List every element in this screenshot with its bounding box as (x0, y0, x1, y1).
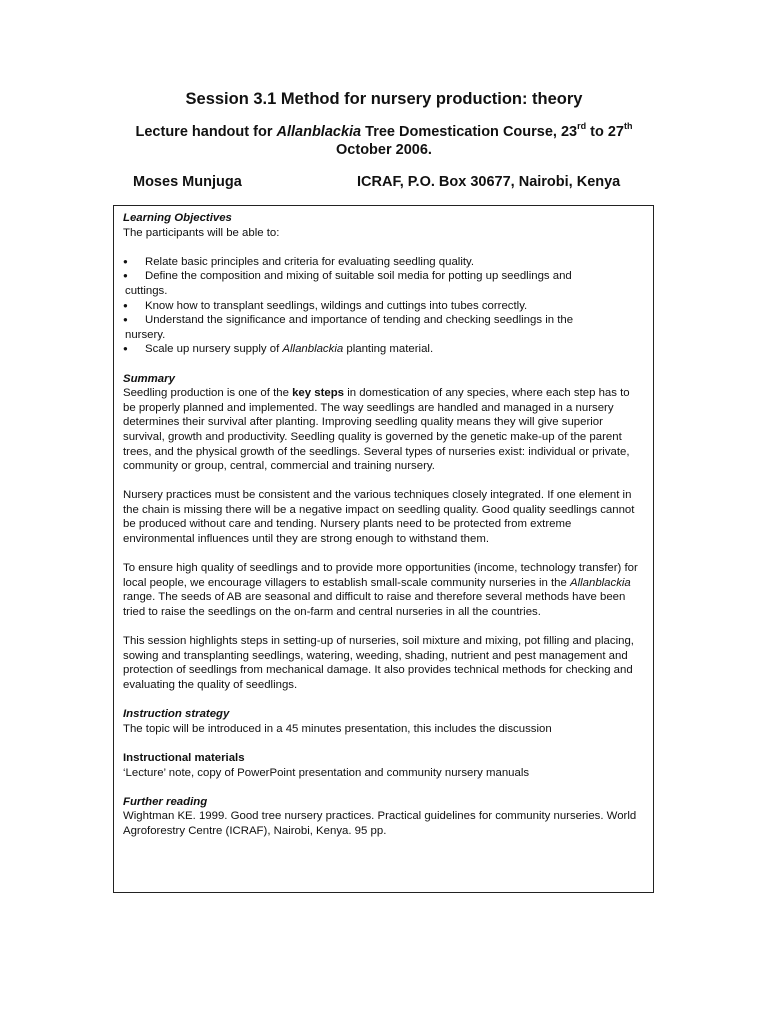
objective-text-cont: nursery. (125, 328, 166, 341)
list-item (123, 299, 644, 314)
further-reading-text: Wightman KE. 1999. Good tree nursery practices. Practical guidelines for community nurseries. World Agroforestry Centre (ICRAF), Nairobi, Kenya. 95 pp. (123, 810, 637, 837)
objective-text-post: planting material. (343, 343, 434, 356)
summary-p3-post: range. The seeds of AB are seasonal and difficult to raise and therefore several methods have been tried to raise the seedlings on the on-farm and central nurseries in all the countries. (123, 591, 626, 619)
list-item (123, 342, 644, 357)
summary-p3-pre: To ensure high quality of seedlings and to provide more opportunities (income, technology transfer) for local people, we encourage villagers to establish small-scale community nurseries in the (123, 562, 638, 589)
subtitle-text-mid: Tree Domestication Course, 23 (361, 124, 578, 140)
summary-paragraph-4: This session highlights steps in setting-up of nurseries, soil mixture and mixing, pot filling and placing, sowing and transplanting seedlings, watering, weeding, shading, nutrient and pest management and protection of seedlings from mechanical damage. It also provides technical methods for checking and evaluating the quality of seedlings. (123, 635, 634, 691)
bullet-icon: ● (123, 344, 128, 354)
objective-text-cont: cuttings. (125, 284, 168, 297)
subtitle-species: Allanblackia (276, 124, 362, 140)
summary-heading: Summary (123, 372, 175, 385)
page-subtitle (110, 123, 658, 159)
summary-p3-italic: Allanblackia (569, 576, 631, 589)
learning-objectives-heading: Learning Objectives (123, 212, 232, 224)
summary-paragraph-2: Nursery practices must be consistent and the various techniques closely integrated. If one element in the chain is missing there will be a negative impact on seedling quality. Good quality seedlings cannot be produced without care and tending. Nursery plants need to be protected from extreme environmental influences until they are strong enough to withstand them. (123, 489, 635, 546)
objective-text: Define the composition and mixing of suitable soil media for potting up seedlings and (145, 270, 572, 283)
instruction-strategy-text: The topic will be introduced in a 45 minutes presentation, this includes the discussion (123, 722, 552, 735)
list-item (123, 255, 644, 270)
subtitle-sup-rd: rd (577, 121, 587, 132)
objective-text: Relate basic principles and criteria for evaluating seedling quality. (145, 255, 475, 268)
summary-p1-post: in domestication of any species, where each step has to be properly planned and implemented. The way seedlings are handled and managed in a nursery determines their survival after planting. Improving seedling quality means they will give superior survival, growth and productivity. Seedling quality is governed by the genetic make-up of the parent trees, and the physical growth of the seedlings. Several types of nurseries exist: individual or private, community or group, central, commercial and training nursery. (123, 387, 630, 473)
objectives-list (123, 255, 644, 357)
subtitle-text-pre: Lecture handout for (135, 124, 277, 140)
content-box (113, 205, 654, 893)
list-item (123, 269, 644, 298)
list-item (123, 313, 644, 342)
instructional-materials-text: ‘Lecture’ note, copy of PowerPoint presentation and community nursery manuals (123, 766, 530, 779)
instructional-materials-heading: Instructional materials (123, 751, 245, 764)
instruction-strategy-heading: Instruction strategy (123, 708, 230, 721)
summary-p1-pre: Seedling production is one of the (123, 387, 293, 400)
objective-species: Allanblackia (282, 343, 344, 356)
bullet-icon: ● (123, 271, 128, 281)
learning-objectives-intro: The participants will be able to: (123, 226, 280, 239)
subtitle-text-post: October 2006. (336, 142, 432, 158)
objective-text: Know how to transplant seedlings, wildings and cuttings into tubes correctly. (145, 299, 528, 312)
bullet-icon: ● (123, 256, 128, 266)
subtitle-text-to: to 27 (586, 124, 624, 140)
bullet-icon: ● (123, 315, 128, 325)
author-address: ICRAF, P.O. Box 30677, Nairobi, Kenya (357, 174, 621, 190)
summary-p1-bold: key steps (292, 387, 345, 400)
further-reading-heading: Further reading (123, 795, 208, 808)
bullet-icon: ● (123, 300, 128, 310)
subtitle-sup-th: th (623, 121, 633, 132)
objective-text: Understand the significance and importance of tending and checking seedlings in the (145, 314, 574, 327)
objective-text: Scale up nursery supply of (145, 343, 283, 356)
summary-paragraph-3 (123, 561, 644, 619)
author-name: Moses Munjuga (133, 174, 242, 190)
summary-paragraph-1 (123, 386, 644, 474)
page-title: Session 3.1 Method for nursery production: theory (185, 90, 583, 108)
